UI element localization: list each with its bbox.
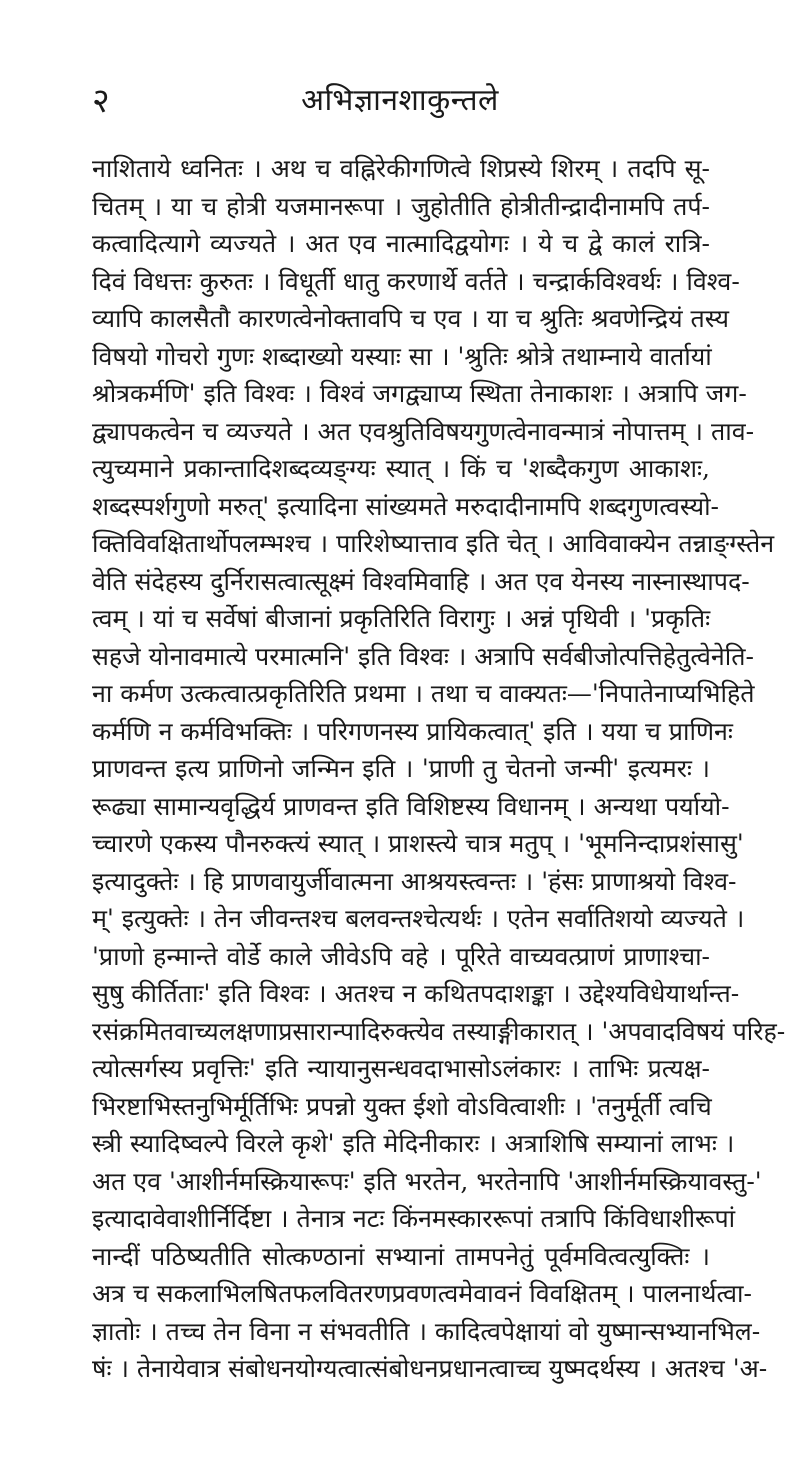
- text-line: श्रोत्रकर्मणि' इति विश्वः । विश्वं जगद्व्याप्य स्थिता तेनाकाशः । अत्रापि जग-: [92, 379, 747, 408]
- text-line: च्चारणे एकस्य पौनरुक्त्यं स्यात् । प्राशस्त्ये चात्र मतुप् । 'भूमनिन्दाप्रशंसासु': [92, 829, 744, 858]
- text-line: नान्दीं पठिष्यतीति सोत्कण्ठानां सभ्यानां तामपनेतुं पूर्वमवित्वत्युक्तिः ।: [92, 1241, 710, 1271]
- page-number: २: [92, 81, 110, 121]
- text-line: शब्दस्पर्शगुणो मरुत्' इत्यादिना सांख्यमते मरुदादीनामपि शब्दगुणत्वस्यो-: [92, 491, 720, 521]
- text-line: त्योत्सर्गस्य प्रवृत्तिः' इति न्यायानुसन्धवदाभासोऽलंकारः । ताभिः प्रत्यक्ष-: [92, 1054, 710, 1083]
- commentary-text: [92, 150, 786, 1425]
- text-line: कर्मणि न कर्मविभक्तिः । परिगणनस्य प्रायिकत्वात्' इति । यया च प्राणिनः: [92, 716, 733, 746]
- text-line: अत एव 'आशीर्नमस्क्रियारूपः' इति भरतेन, भरतेनापि 'आशीर्नमस्क्रियावस्तु-': [92, 1166, 762, 1196]
- text-line: रूढ्या सामान्यवृद्धिर्य प्राणवन्त इति विशिष्टस्य विधानम् । अन्यथा पर्यायो-: [92, 791, 730, 821]
- text-line: दिवं विधत्तः कुरुतः । विधूर्ती धातु करणार्थे वर्तते । चन्द्रार्कविश्वर्थः । विश्व-: [92, 266, 740, 296]
- running-title: अभिज्ञानशाकुन्तले: [301, 83, 499, 118]
- text-line: षंः । तेनायेवात्र संबोधनयोग्यत्वात्संबोधनप्रधानत्वाच्च युष्मदर्थस्य । अतश्च 'अ-: [92, 1354, 768, 1383]
- text-line: इत्यादुक्तेः । हि प्राणवायुर्जीवात्मना आश्रयस्त्वन्तः । 'हंसः प्राणाश्रयो विश्व-: [92, 866, 737, 896]
- text-line: वेति संदेहस्य दुर्निरासत्वात्सूक्ष्मं विश्वमिवाहि । अत एव येनस्य नास्नास्थापद-: [92, 566, 750, 596]
- text-line: ना कर्मण उत्कत्वात्प्रकृतिरिति प्रथमा । तथा च वाक्यतः—'निपातेनाप्यभिहिते: [92, 679, 755, 708]
- text-line: स्त्री स्यादिष्वल्पे विरले कृशे' इति मेदिनीकारः । अत्राशिषि सम्यानां लाभः ।: [92, 1129, 735, 1158]
- text-line: त्युच्यमाने प्रकान्तादिशब्दव्यङ्ग्यः स्यात् । किं च 'शब्दैकगुण आकाशः,: [92, 454, 710, 483]
- text-line: कत्वादित्यागे व्यज्यते । अत एव नात्मादिद्वयोगः । ये च द्वे कालं रात्रि-: [92, 229, 710, 258]
- text-line: इत्यादावेवाशीर्निर्दिष्टा । तेनात्र नटः किंनमस्काररूपां तत्रापि किंविधाशीरूपां: [92, 1204, 736, 1233]
- running-head: [92, 76, 708, 126]
- text-line: सुषु कीर्तिताः' इति विश्वः । अतश्च न कथितपदाशङ्का । उद्देश्यविधेयार्थान्त-: [92, 979, 740, 1008]
- text-line: 'प्राणो हन्मान्ते वोर्डे काले जीवेऽपि वहे । पूरिते वाच्यवत्प्राणं प्राणाश्चा-: [92, 941, 710, 971]
- text-line: क्तिविवक्षितार्थोपलम्भश्च । पारिशेष्यात्ताव इति चेत् । आविवाक्येन तन्नाङ्ग्स्तेन: [92, 529, 775, 558]
- text-line: प्राणवन्त इत्य प्राणिनो जन्मिन इति । 'प्राणी तु चेतनो जन्मी' इत्यमरः ।: [92, 754, 710, 783]
- text-line: द्व्यापकत्वेन च व्यज्यते । अत एवश्रुतिविषयगुणत्वेनावन्मात्रं नोपात्तम् । ताव-: [92, 416, 755, 446]
- text-line: विषयो गोचरो गुणः शब्दाख्यो यस्याः सा । 'श्रुतिः श्रोत्रे तथाम्नाये वार्तायां: [92, 341, 712, 371]
- text-line: नाशिताये ध्वनितः । अथ च वह्निरेकीगणित्वे शिप्रस्ये शिरम् । तदपि सू-: [92, 154, 710, 183]
- text-line: त्वम् । यां च सर्वेषां बीजानां प्रकृतिरिति विरागुः । अन्नं पृथिवी । 'प्रकृतिः: [92, 604, 711, 633]
- text-line: चितम् । या च होत्री यजमानरूपा । जुहोतीति होत्रीतीन्द्रादीनामपि तर्प-: [92, 191, 710, 221]
- text-line: व्यापि कालसैतौ कारणत्वेनोक्तावपि च एव । या च श्रुतिः श्रवणेन्द्रियं तस्य: [92, 304, 729, 333]
- text-line: ज्ञातोः । तच्च तेन विना न संभवतीति । कादित्वपेक्षायां वो युष्मान्सभ्यानभिल-: [92, 1316, 761, 1346]
- text-line: अत्र च सकलाभिलषितफलवितरणप्रवणत्वमेवावनं विवक्षितम् । पालनार्थत्वा-: [92, 1279, 752, 1308]
- text-line: भिरष्टाभिस्तनुभिर्मूर्तिभिः प्रपन्नो युक्त ईशो वोऽवित्वाशीः । 'तनुर्मूर्ती त्वचि: [92, 1091, 712, 1121]
- text-line: रसंक्रमितवाच्यलक्षणाप्रसारान्पादिरुक्त्येव तस्याङ्गीकारात् । 'अपवादविषयं परिह-: [92, 1016, 786, 1046]
- text-line: [92, 1388, 710, 1426]
- text-line: म्' इत्युक्तेः । तेन जीवन्तश्च बलवन्तश्चेत्यर्थः । एतेन सर्वातिशयो व्यज्यते ।: [92, 904, 745, 933]
- text-line: सहजे योनावमात्ये परमात्मनि' इति विश्वः । अत्रापि सर्वबीजोत्पत्तिहेतुत्वेनेति-: [92, 641, 754, 671]
